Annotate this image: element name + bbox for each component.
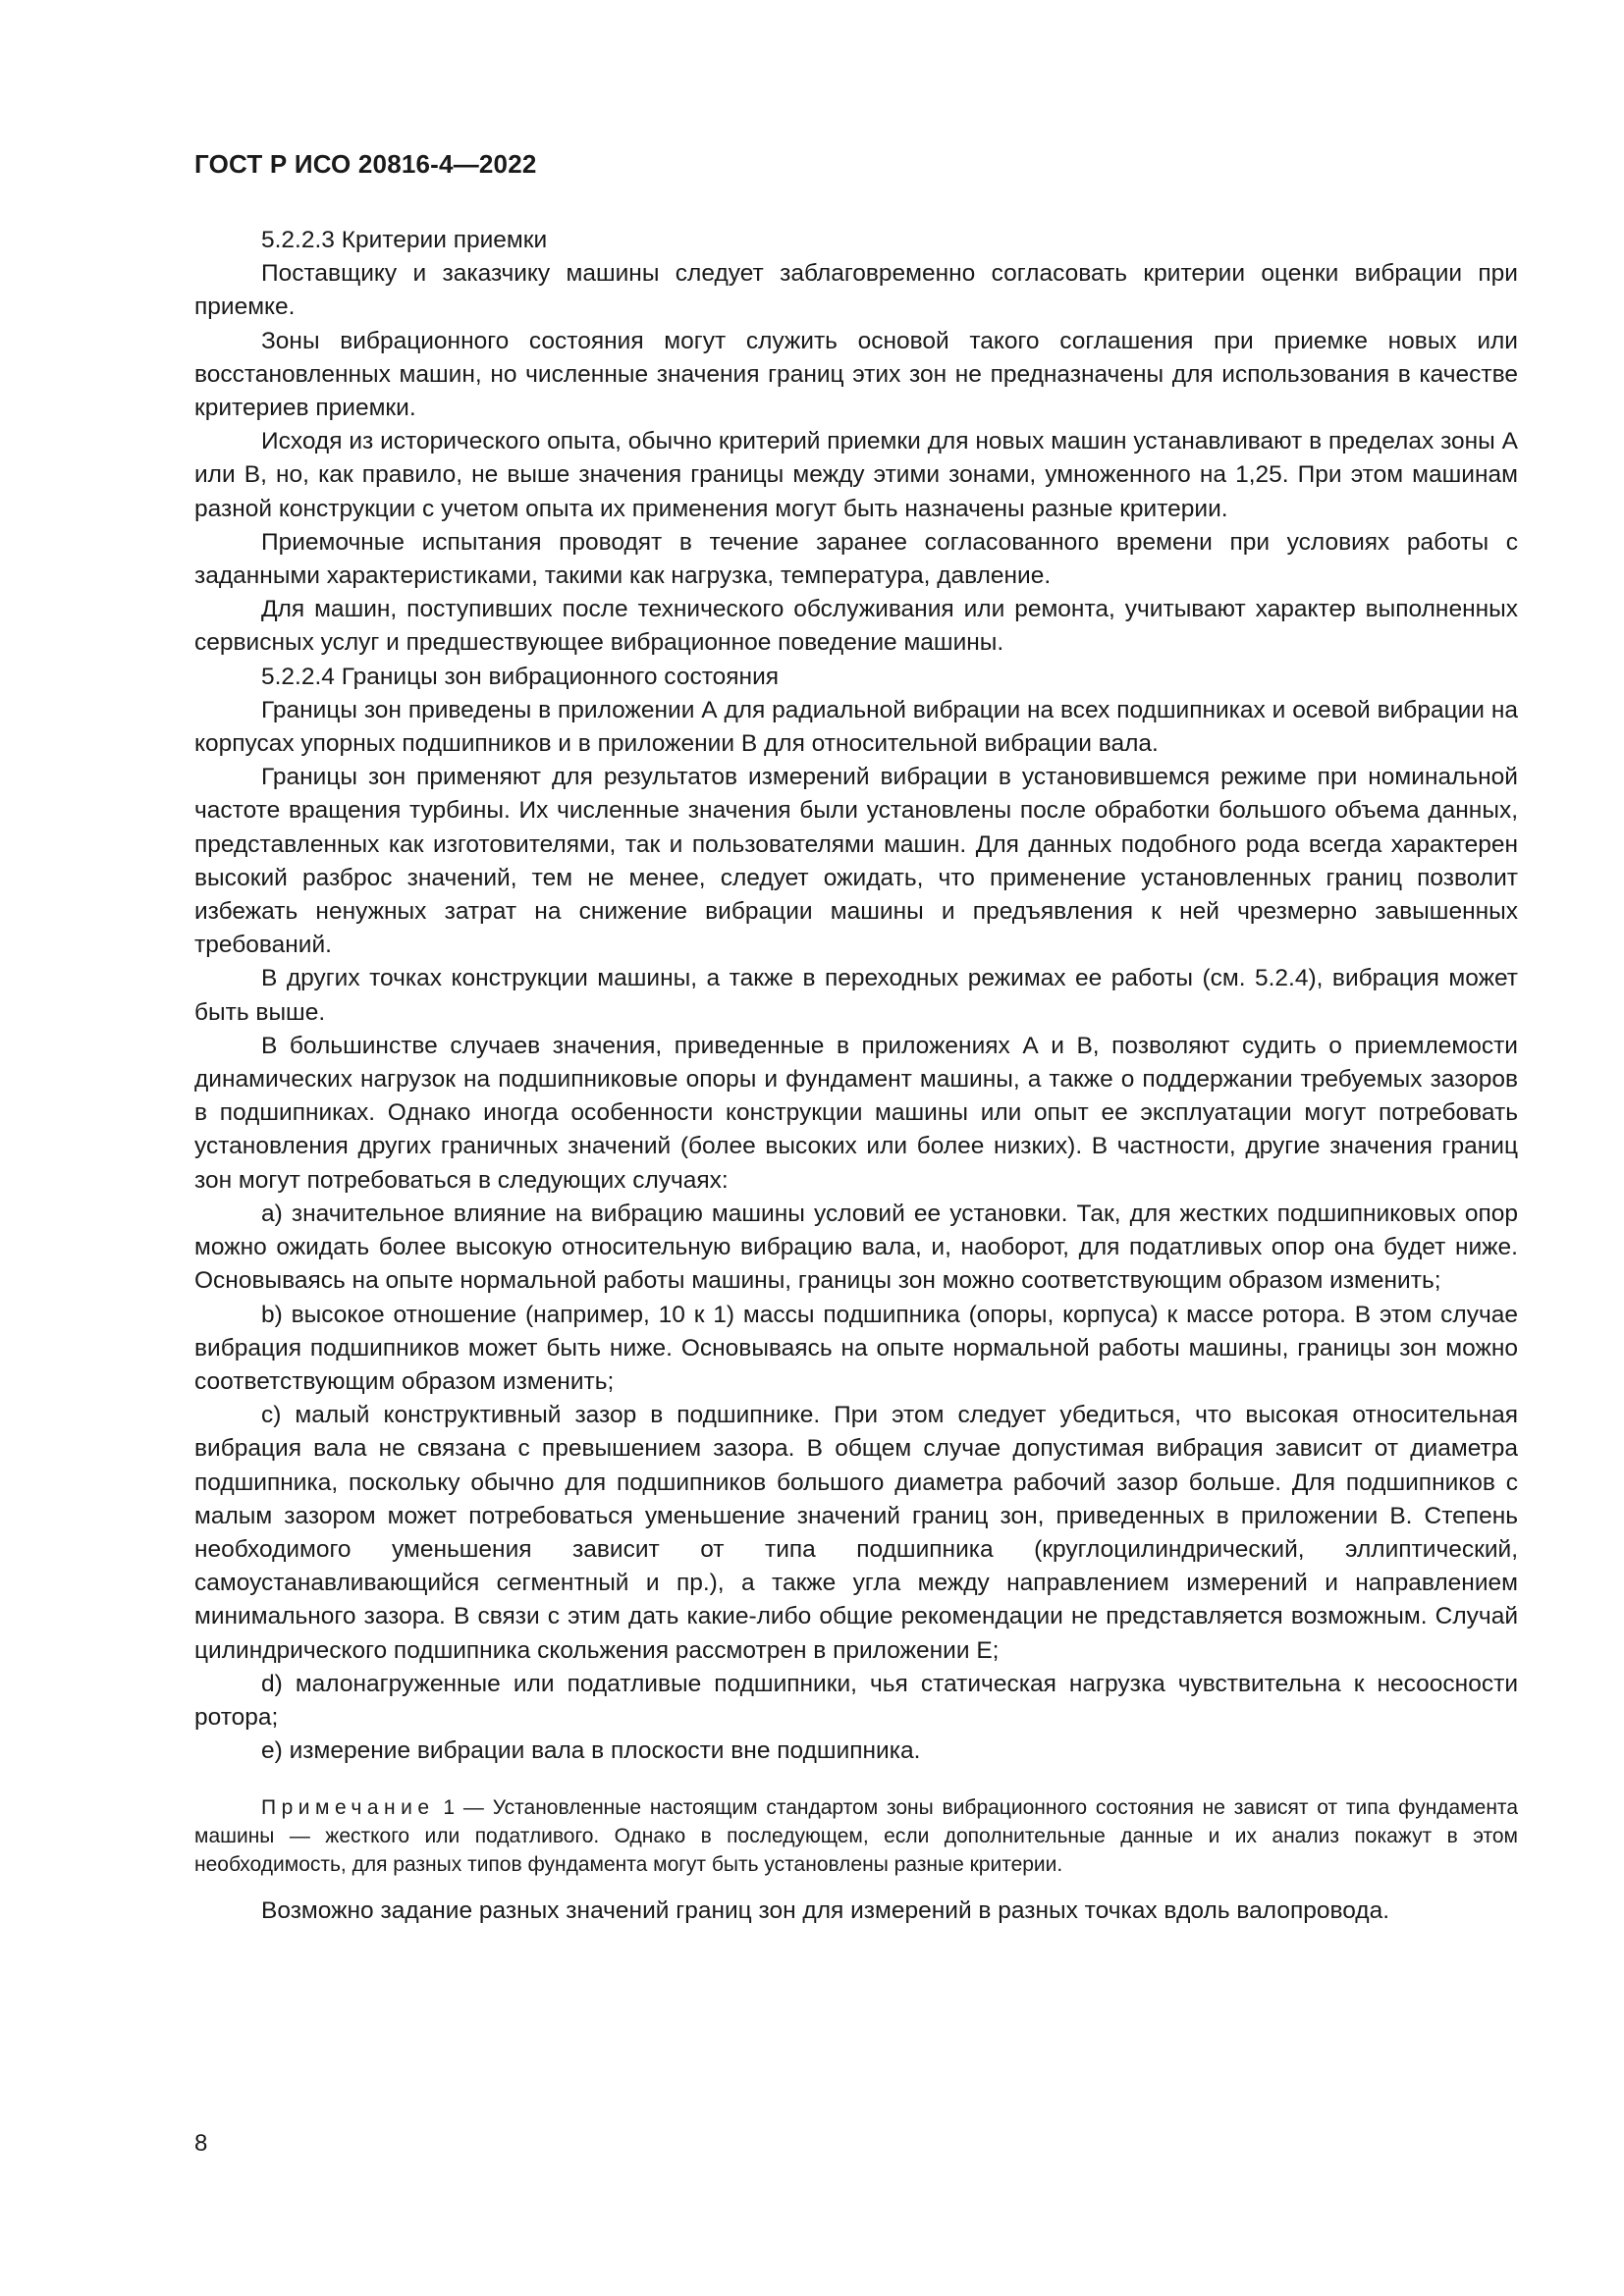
paragraph: Исходя из исторического опыта, обычно критерий приемки для новых машин устанавливают в пределах зоны А или В, но, как правило, не выше значения границы между этими зонами, умноженного на 1,25. При этом машинам разной конструкции с учетом опыта их применения могут быть назначены разные критерии. [194,428,1518,522]
list-item-e: e) измерение вибрации вала в плоскости вне подшипника. [261,1737,921,1765]
document-header: ГОСТ Р ИСО 20816-4—2022 [194,149,537,179]
section-heading-5-2-2-4: 5.2.2.4 Границы зон вибрационного состояния [261,663,780,690]
note-text: 1 — Установленные настоящим стандартом зоны вибрационного состояния не зависят от типа фундамента машины — жесткого или податливого. Однако в последующем, если дополнительные данные и их анализ покажут в этом необходимость, для разных типов фундамента могут быть установлены разные критерии. [194,1796,1518,1877]
list-item-c: c) малый конструктивный зазор в подшипнике. При этом следует убедиться, что высокая относительная вибрация вала не связана с превышением зазора. В общем случае допустимая вибрация зависит от диаметра подшипника, поскольку обычно для подшипников большого диаметра рабочий зазор больше. Для подшипников с малым зазором может потребоваться уменьшение значений границ зон, приведенных в приложении В. Степень необходимого уменьшения зависит от типа подшипника (круглоцилиндрический, эллиптический, самоустанавливающийся сегментный и пр.), а также угла между направлением измерений и направлением минимального зазора. В связи с этим дать какие-либо общие рекомендации не представляется возможным. Случай цилиндрического подшипника скольжения рассмотрен в приложении Е; [194,1402,1518,1664]
list-item-a: a) значительное влияние на вибрацию машины условий ее установки. Так, для жестких подшипниковых опор можно ожидать более высокую относительную вибрацию вала, и, наоборот, для податливых опор она будет ниже. Основываясь на опыте нормальной работы машины, границы зон можно соответствующим образом изменить; [194,1200,1518,1295]
paragraph: Границы зон применяют для результатов измерений вибрации в установившемся режиме при номинальной частоте вращения турбины. Их численные значения были установлены после обработки большого объема данных, представленных как изготовителями, так и пользователями машин. Для данных подобного рода всегда характерен высокий разброс значений, тем не менее, следует ожидать, что применение установленных границ позволит избежать ненужных затрат на снижение вибрации машины и предъявления к ней чрезмерно завышенных требований. [194,764,1518,959]
closing-paragraph: Возможно задание разных значений границ зон для измерений в разных точках вдоль валопровода. [261,1897,1390,1925]
page-number: 8 [194,2130,208,2157]
document-body [194,224,1518,1929]
paragraph: Для машин, поступивших после технического обслуживания или ремонта, учитывают характер выполненных сервисных услуг и предшествующее вибрационное поведение машины. [194,596,1518,657]
paragraph: Зоны вибрационного состояния могут служить основой такого соглашения при приемке новых или восстановленных машин, но численные значения границ этих зон не предназначены для использования в качестве критериев приемки. [194,327,1518,422]
paragraph: Приемочные испытания проводят в течение заранее согласованного времени при условиях работы с заданными характеристиками, такими как нагрузка, температура, давление. [194,528,1518,590]
paragraph: В других точках конструкции машины, а также в переходных режимах ее работы (см. 5.2.4), вибрация может быть выше. [194,965,1518,1026]
paragraph: Поставщику и заказчику машины следует заблаговременно согласовать критерии оценки вибрации при приемке. [194,260,1518,321]
note [194,1793,1518,1879]
list-item-d: d) малонагруженные или податливые подшипники, чья статическая нагрузка чувствительна к несоосности ротора; [194,1670,1518,1731]
paragraph: Границы зон приведены в приложении А для радиальной вибрации на всех подшипниках и осевой вибрации на корпусах упорных подшипников и в приложении В для относительной вибрации вала. [194,696,1518,758]
list-item-b: b) высокое отношение (например, 10 к 1) массы подшипника (опоры, корпуса) к массе ротора. В этом случае вибрация подшипников может быть ниже. Основываясь на опыте нормальной работы машины, границы зон можно соответствующим образом изменить; [194,1301,1518,1395]
note-label: Примечание [261,1796,435,1820]
paragraph: В большинстве случаев значения, приведенные в приложениях А и В, позволяют судить о приемлемости динамических нагрузок на подшипниковые опоры и фундамент машины, а также о поддержании требуемых зазоров в подшипниках. Однако иногда особенности конструкции машины или опыт ее эксплуатации могут потребовать установления других граничных значений (более высоких или более низких). В частности, другие значения границ зон могут потребоваться в следующих случаях: [194,1032,1518,1194]
section-heading-5-2-2-3: 5.2.2.3 Критерии приемки [261,227,548,253]
